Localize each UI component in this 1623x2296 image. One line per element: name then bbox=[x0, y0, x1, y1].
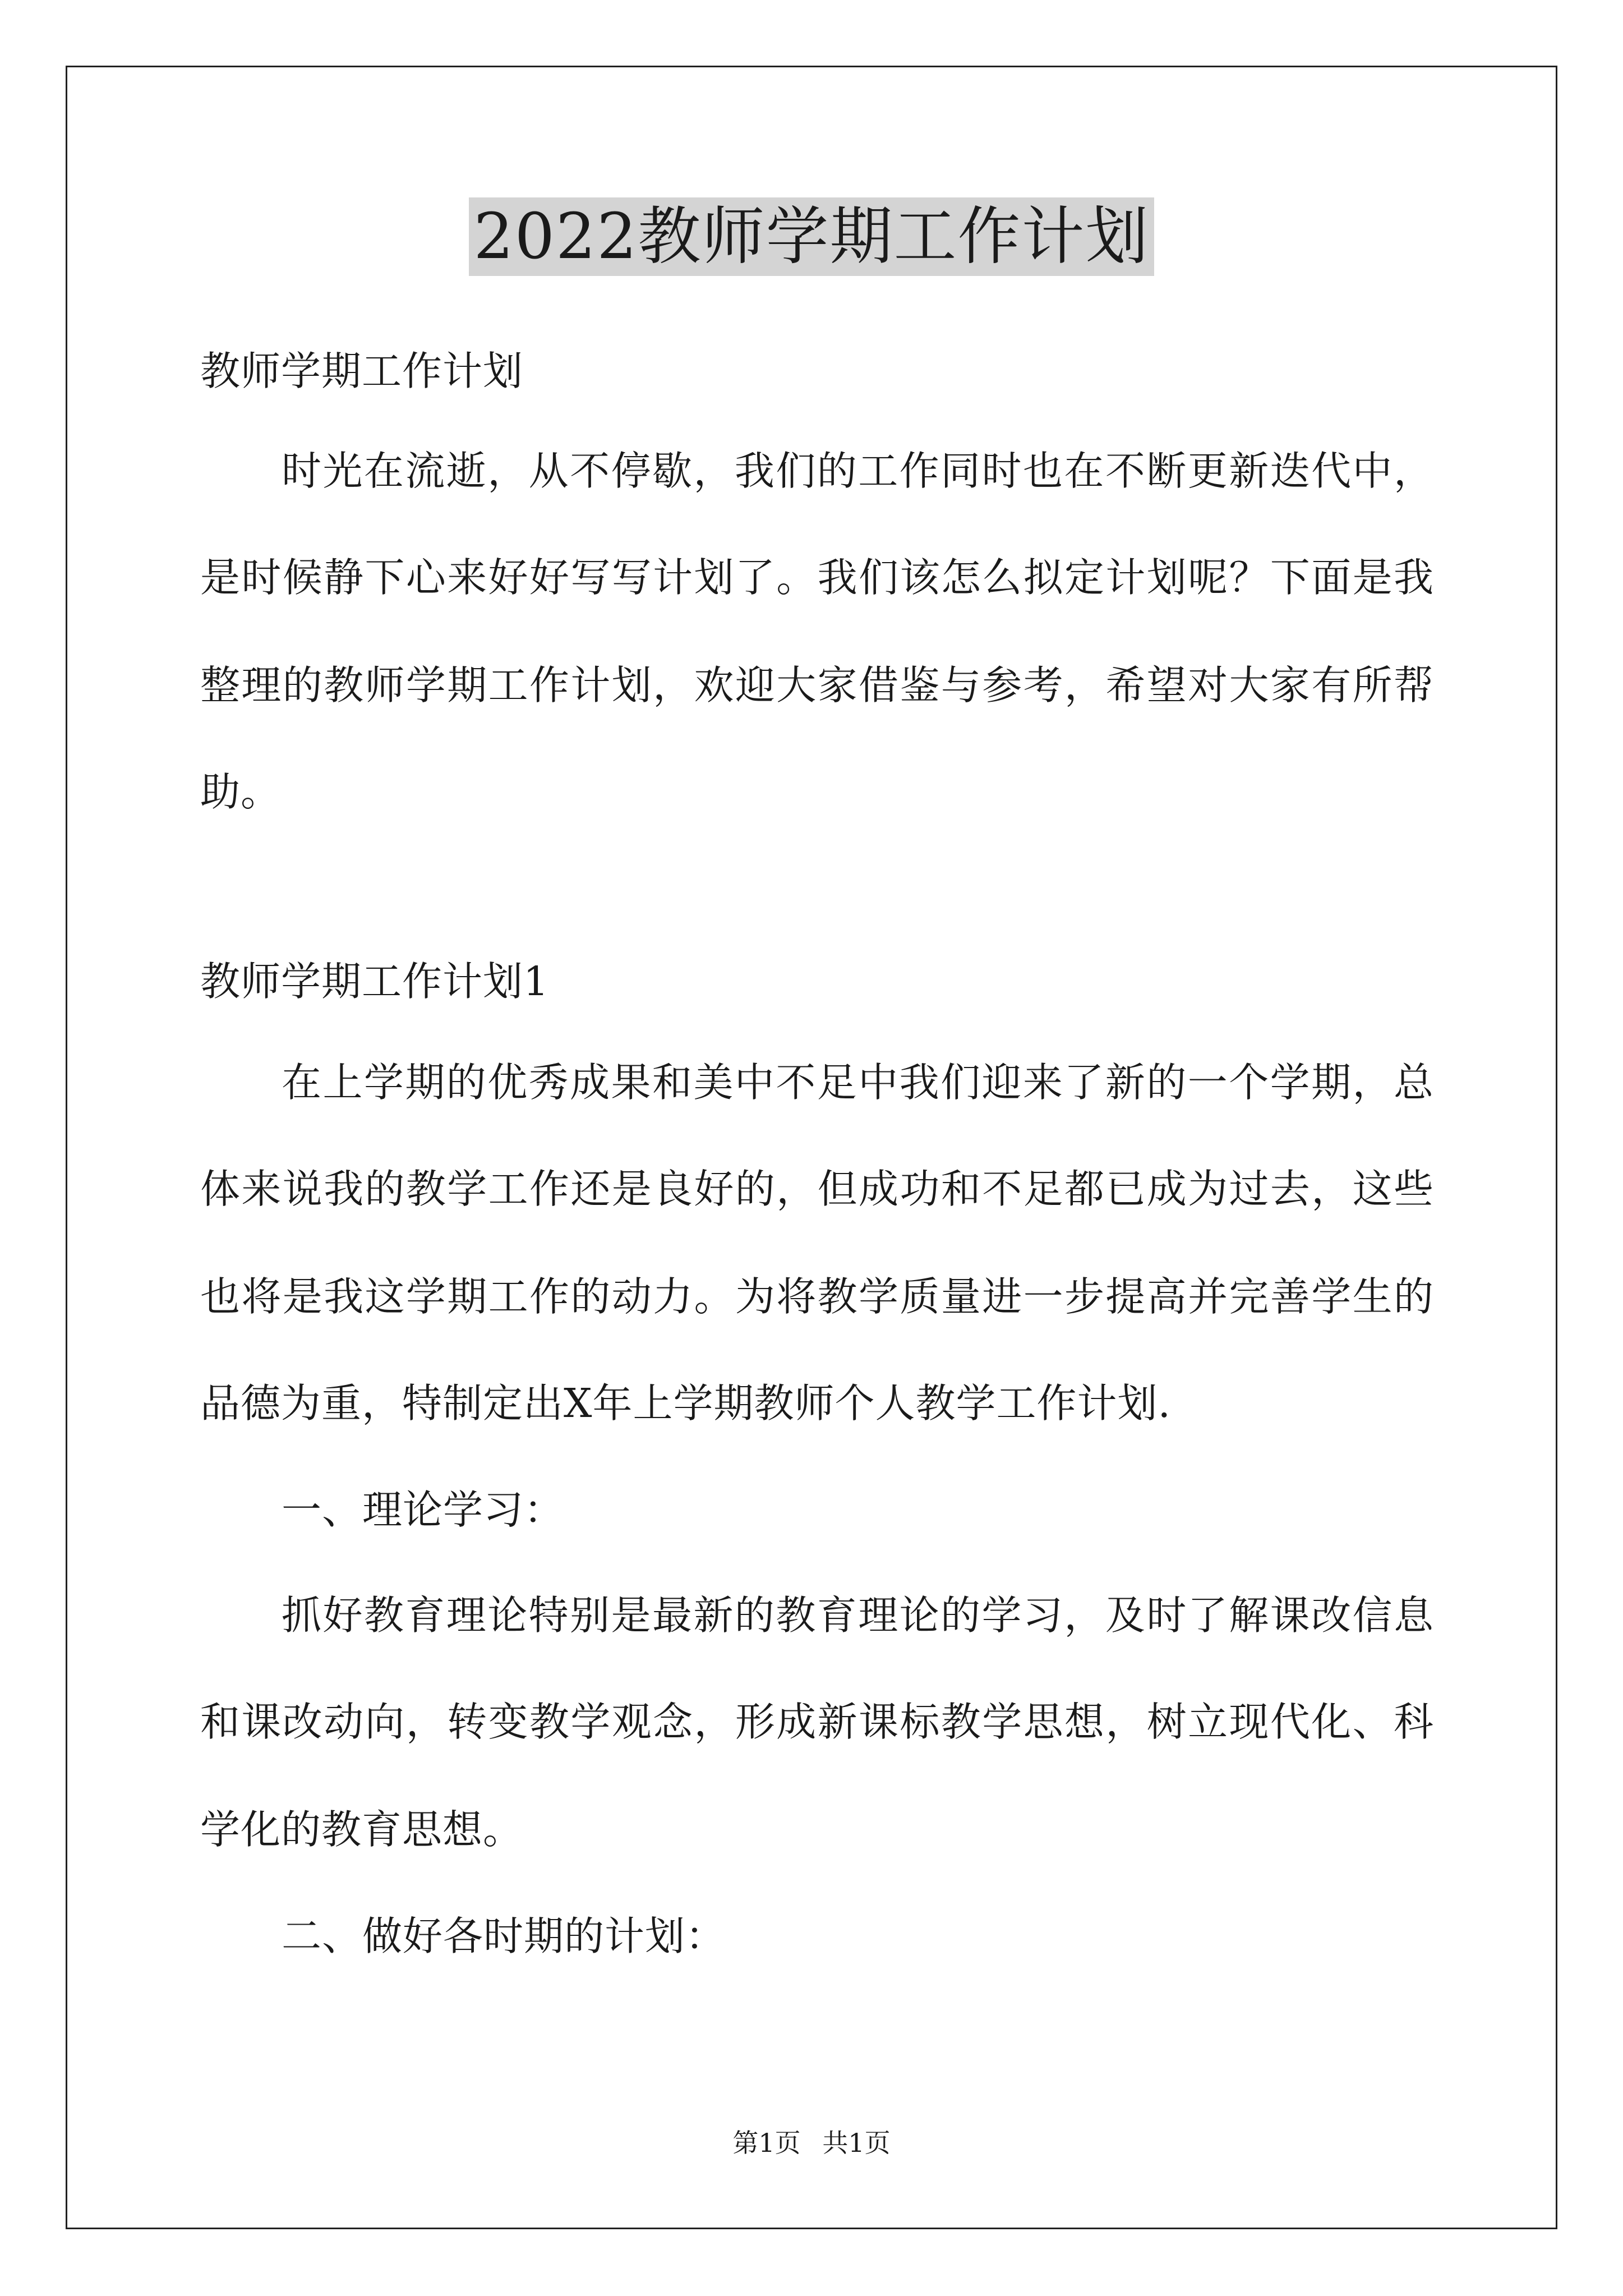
document-title: 2022教师学期工作计划 bbox=[469, 197, 1154, 276]
paragraph-line: 和课改动向，转变教学观念，形成新课标教学思想，树立现代化、科 bbox=[200, 1699, 1434, 1745]
paragraph-line: 品德为重，特制定出X年上学期教师个人教学工作计划. bbox=[200, 1380, 1172, 1427]
page-footer bbox=[0, 2126, 1623, 2160]
title-container bbox=[0, 197, 1623, 276]
subtitle: 教师学期工作计划 bbox=[200, 348, 524, 394]
paragraph-line: 在上学期的优秀成果和美中不足中我们迎来了新的一个学期，总 bbox=[282, 1059, 1434, 1106]
page-number: 第1页 bbox=[732, 2128, 801, 2158]
paragraph-line: 体来说我的教学工作还是良好的，但成功和不足都已成为过去，这些 bbox=[200, 1166, 1434, 1212]
paragraph-line: 学化的教育思想。 bbox=[200, 1806, 524, 1853]
section-heading: 教师学期工作计划1 bbox=[200, 958, 550, 1005]
page-total: 共1页 bbox=[822, 2128, 891, 2158]
paragraph-line: 抓好教育理论特别是最新的教育理论的学习，及时了解课改信息 bbox=[282, 1592, 1434, 1639]
item-heading: 一、理论学习： bbox=[282, 1487, 565, 1533]
paragraph-line: 整理的教师学期工作计划，欢迎大家借鉴与参考，希望对大家有所帮 bbox=[200, 662, 1434, 708]
paragraph-line: 也将是我这学期工作的动力。为将教学质量进一步提高并完善学生的 bbox=[200, 1273, 1434, 1320]
paragraph-line: 是时候静下心来好好写写计划了。我们该怎么拟定计划呢？下面是我 bbox=[200, 554, 1434, 601]
paragraph-line: 助。 bbox=[200, 769, 282, 815]
paragraph-line: 时光在流逝，从不停歇，我们的工作同时也在不断更新迭代中， bbox=[282, 448, 1434, 494]
item-heading: 二、做好各时期的计划： bbox=[282, 1913, 726, 1959]
